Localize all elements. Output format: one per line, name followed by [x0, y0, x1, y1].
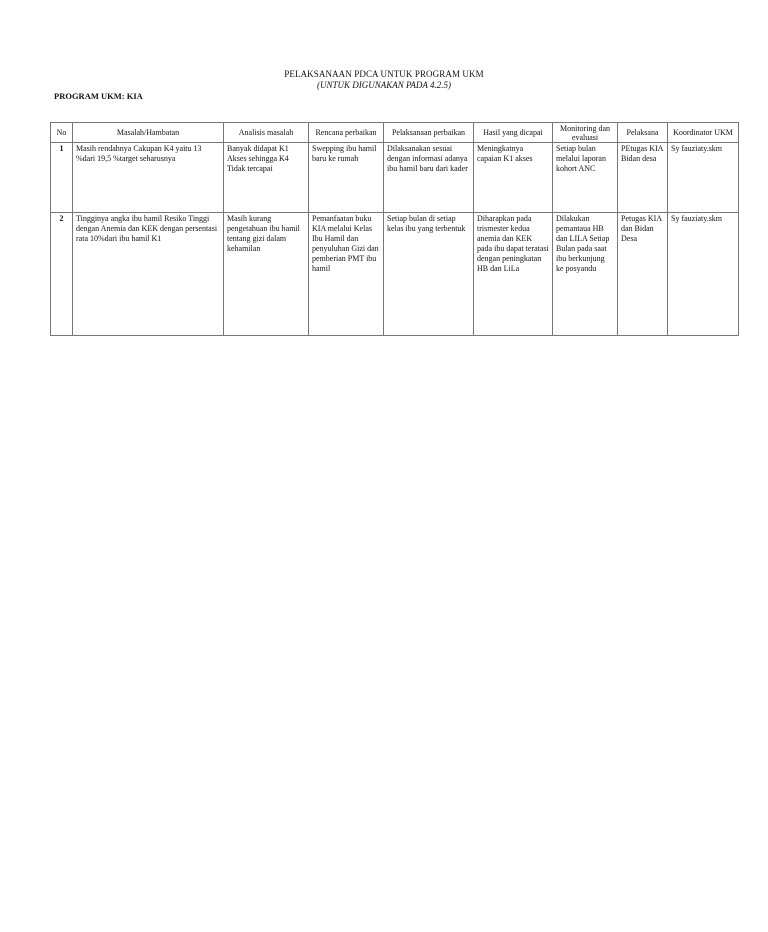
cell-no: 2 — [51, 213, 73, 336]
cell-pelaksanaan: Dilaksanakan sesuai dengan informasi adanya ibu hamil baru dari kader — [384, 143, 474, 213]
cell-analisis: Banyak didapat K1 Akses sehingga K4 Tidak tercapai — [224, 143, 309, 213]
header-no: No — [51, 123, 73, 143]
cell-pelaksana: Petugas KIA dan Bidan Desa — [618, 213, 668, 336]
header-koordinator: Koordinator UKM — [668, 123, 739, 143]
cell-masalah: Masih rendahnya Cakupan K4 yaitu 13 %dari 19,5 %target seharusnya — [73, 143, 224, 213]
cell-rencana: Pemanfaatan buku KIA melalui Kelas Ibu Hamil dan penyuluhan Gizi dan pemberian PMT ibu hamil — [309, 213, 384, 336]
table-header-row — [51, 123, 739, 143]
header-analisis: Analisis masalah — [224, 123, 309, 143]
cell-pelaksanaan: Setiap bulan di setiap kelas ibu yang terbentuk — [384, 213, 474, 336]
cell-rencana: Swepping ibu hamil baru ke rumah — [309, 143, 384, 213]
cell-masalah: Tingginya angka ibu hamil Resiko Tinggi dengan Anemia dan KEK dengan persentasi rata 10%dari ibu hamil K1 — [73, 213, 224, 336]
pdca-table — [50, 122, 739, 336]
header-hasil: Hasil yang dicapai — [474, 123, 553, 143]
document-subtitle: (UNTUK DIGUNAKAN PADA 4.2.5) — [317, 80, 451, 90]
cell-koordinator: Sy fauziaty.skm — [668, 213, 739, 336]
cell-analisis: Masih kurang pengetahuan ibu hamil tentang gizi dalam kehamilan — [224, 213, 309, 336]
cell-koordinator: Sy fauziaty.skm — [668, 143, 739, 213]
cell-hasil: Diharapkan pada trismester kedua anemia dan KEK pada ibu dapat teratasi dengan peningkatan HB dan LiLa — [474, 213, 553, 336]
cell-no: 1 — [51, 143, 73, 213]
cell-hasil: Meningkatnya capaian K1 akses — [474, 143, 553, 213]
header-monitoring: Monitoring dan evaluasi — [553, 123, 618, 143]
header-pelaksanaan: Pelaksanaan perbaikan — [384, 123, 474, 143]
cell-monitoring: Dilakukan pemantaua HB dan LILA Setiap Bulan pada saat ibu berkunjung ke posyandu — [553, 213, 618, 336]
header-masalah: Masalah/Hambatan — [73, 123, 224, 143]
program-label: PROGRAM UKM: KIA — [54, 91, 143, 101]
header-rencana: Rencana perbaikan — [309, 123, 384, 143]
table-row — [51, 213, 739, 336]
cell-pelaksana: PEtugas KIA Bidan desa — [618, 143, 668, 213]
document-title: PELAKSANAAN PDCA UNTUK PROGRAM UKM — [284, 69, 484, 79]
table-row — [51, 143, 739, 213]
header-pelaksana: Pelaksana — [618, 123, 668, 143]
cell-monitoring: Setiap bulan melalui laporan kohort ANC — [553, 143, 618, 213]
